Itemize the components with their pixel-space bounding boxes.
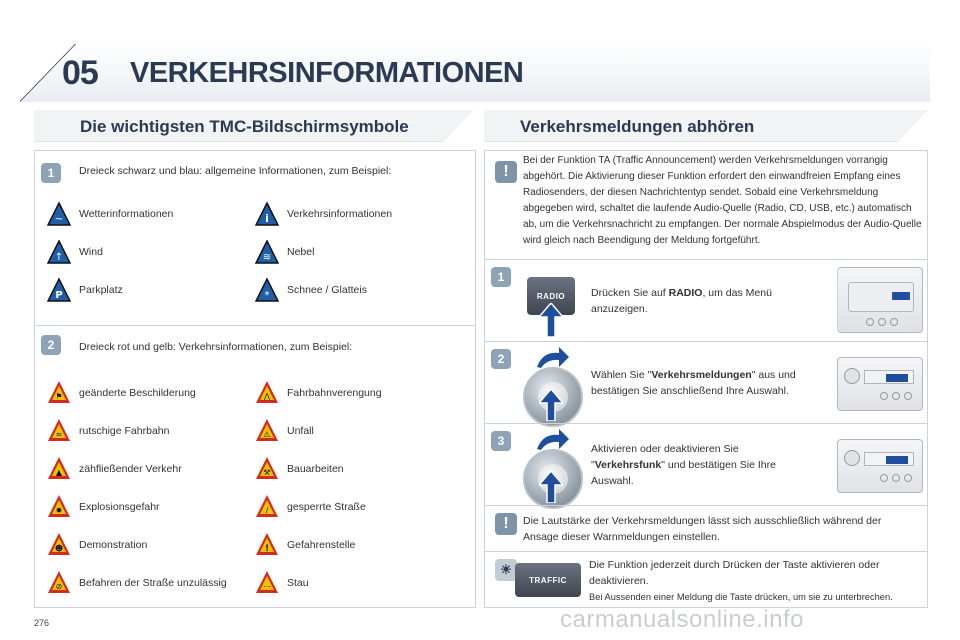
parking-triangle-icon: [47, 278, 71, 302]
svg-text:☻: ☻: [54, 544, 64, 553]
label-parking: Parkplatz: [79, 284, 123, 296]
roadworks-triangle-icon: [255, 456, 279, 480]
step-1-text: Drücken Sie auf RADIO, um das Menü anzuzeigen.: [591, 287, 772, 315]
note-divider: [485, 505, 927, 506]
svg-text:↑: ↑: [54, 252, 64, 263]
step-2-text: Wählen Sie "Verkehrsmeldungen" aus und bestätigen Sie anschließend Ihre Auswahl.: [591, 369, 796, 397]
page-number: 276: [34, 618, 50, 628]
svg-text:P: P: [55, 290, 63, 301]
slow-traffic-triangle-icon: [47, 456, 71, 480]
svg-text:*: *: [264, 290, 270, 301]
svg-text:⋯: ⋯: [263, 582, 271, 591]
rotate-arrow-icon: [535, 347, 569, 369]
weather-triangle-icon: [47, 202, 71, 226]
watermark: carmanualsonline.info: [560, 606, 804, 633]
head-unit-illustration-2: [837, 357, 923, 411]
page-title: VERKEHRSINFORMATIONEN: [130, 57, 524, 89]
svg-text:~: ~: [54, 214, 64, 225]
label-no-entry: Befahren der Straße unzulässig: [79, 577, 227, 589]
no-entry-triangle-icon: [47, 570, 71, 594]
svg-text:⊘: ⊘: [55, 582, 63, 591]
volume-note-text: Die Lautstärke der Verkehrsmeldungen lässt sich ausschließlich während der Ansage dieser Warnmeldungen einstellen.: [523, 515, 882, 543]
label-road-closed: gesperrte Straße: [287, 501, 366, 513]
wind-triangle-icon: [47, 240, 71, 264]
road-narrows-triangle-icon: [255, 380, 279, 404]
label-weather: Wetterinformationen: [79, 208, 174, 220]
label-roadworks: Bauarbeiten: [287, 463, 344, 475]
label-fog: Nebel: [287, 246, 315, 258]
volume-warning-icon: !: [495, 513, 517, 535]
step-row-3: [485, 423, 927, 424]
right-section-heading: Verkehrsmeldungen abhören: [520, 117, 755, 136]
press-dial-arrow-icon-2: [539, 471, 563, 503]
svg-text:✹: ✹: [55, 506, 63, 515]
label-demonstration: Demonstration: [79, 539, 148, 551]
road-closed-triangle-icon: [255, 494, 279, 518]
label-road-narrows: Fahrbahnverengung: [287, 387, 382, 399]
svg-text:i: i: [265, 212, 269, 225]
chapter-number: 05: [62, 54, 98, 92]
rotate-arrow-icon-2: [535, 429, 569, 451]
danger-triangle-icon: [255, 532, 279, 556]
traffic-divider: [485, 551, 927, 552]
slippery-road-triangle-icon: [47, 418, 71, 442]
svg-text:≈: ≈: [55, 430, 63, 439]
press-dial-arrow-icon: [539, 389, 563, 421]
snow-ice-triangle-icon: [255, 278, 279, 302]
left-section-heading-bar: [34, 110, 474, 142]
warning-info-icon: !: [495, 161, 517, 183]
label-traffic-jam: Stau: [287, 577, 309, 589]
accident-triangle-icon: [255, 418, 279, 442]
label-slippery-road: rutschige Fahrbahn: [79, 425, 170, 437]
step-row-2: [485, 341, 927, 342]
radio-key-button[interactable]: RADIO: [527, 277, 575, 315]
label-wind: Wind: [79, 246, 103, 258]
head-unit-illustration-3: [837, 439, 923, 493]
traffic-jam-triangle-icon: [255, 570, 279, 594]
label-slow-traffic: zähfließender Verkehr: [79, 463, 182, 475]
svg-text:!: !: [264, 544, 270, 554]
svg-text:⋀: ⋀: [263, 392, 271, 401]
svg-text:⚑: ⚑: [55, 392, 63, 401]
step-1-badge: 1: [491, 267, 511, 287]
label-danger: Gefahrenstelle: [287, 539, 356, 551]
left-section-heading: Die wichtigsten TMC-Bildschirmsymbole: [80, 117, 409, 136]
step-3-badge: 3: [491, 431, 511, 451]
traffic-messages-panel: [484, 150, 928, 608]
label-explosion-hazard: Explosionsgefahr: [79, 501, 160, 513]
svg-text:▲: ▲: [55, 468, 63, 477]
svg-text:≋: ≋: [262, 252, 272, 263]
step-badge-1: 1: [41, 163, 61, 183]
press-arrow-icon: [539, 303, 563, 337]
step-3-text: Aktivieren oder deaktivieren Sie "Verkehrsfunk" und bestätigen Sie Ihre Auswahl.: [591, 443, 776, 487]
ta-intro-text: Bei der Funktion TA (Traffic Announcement) werden Verkehrsmeldungen vorrangig abgehört. Die Aktivierung dieser Funktion erfordert den einwandfreien Empfang eines Radiosenders, der diesen Nachrichtentyp sendet. Sobald eine Verkehrsmeldung abgegeben wird, schaltet die laufende Audio-Quelle (Radio, CD, USB, etc.) automatisch ab, um die Verkehrsnachricht zu empfangen. Der normale Abspielmodus der Audio-Quelle wird gleich nach Beendigung der Meldung fortgeführt.: [523, 155, 922, 246]
group2-intro: Dreieck rot und gelb: Verkehrsinformationen, zum Beispiel:: [79, 341, 353, 353]
traffic-key-button[interactable]: TRAFFIC: [515, 563, 581, 597]
head-unit-illustration-1: [837, 267, 923, 333]
svg-text:/: /: [265, 506, 269, 515]
svg-text:⚠: ⚠: [263, 430, 271, 439]
label-accident: Unfall: [287, 425, 314, 437]
fog-triangle-icon: [255, 240, 279, 264]
step-badge-2: 2: [41, 335, 61, 355]
changed-signs-triangle-icon: [47, 380, 71, 404]
traffic-info-triangle-icon: [255, 202, 279, 226]
label-changed-signs: geänderte Beschilderung: [79, 387, 196, 399]
demonstration-triangle-icon: [47, 532, 71, 556]
right-section-heading-bar: [484, 110, 928, 142]
tip-icon: ☀: [495, 559, 517, 581]
tmc-symbols-panel: [34, 150, 476, 608]
step-2-badge: 2: [491, 349, 511, 369]
traffic-key-text: Die Funktion jederzeit durch Drücken der Taste aktivieren oder deaktivieren.: [589, 559, 880, 587]
traffic-key-interrupt-text: Bei Aussenden einer Meldung die Taste drücken, um sie zu unterbrechen.: [589, 592, 893, 602]
group-divider: [35, 325, 475, 326]
group1-intro: Dreieck schwarz und blau: allgemeine Informationen, zum Beispiel:: [79, 165, 392, 177]
svg-text:⚒: ⚒: [263, 468, 271, 477]
label-traffic-info: Verkehrsinformationen: [287, 208, 393, 220]
explosion-hazard-triangle-icon: [47, 494, 71, 518]
label-snow-ice: Schnee / Glatteis: [287, 284, 367, 296]
